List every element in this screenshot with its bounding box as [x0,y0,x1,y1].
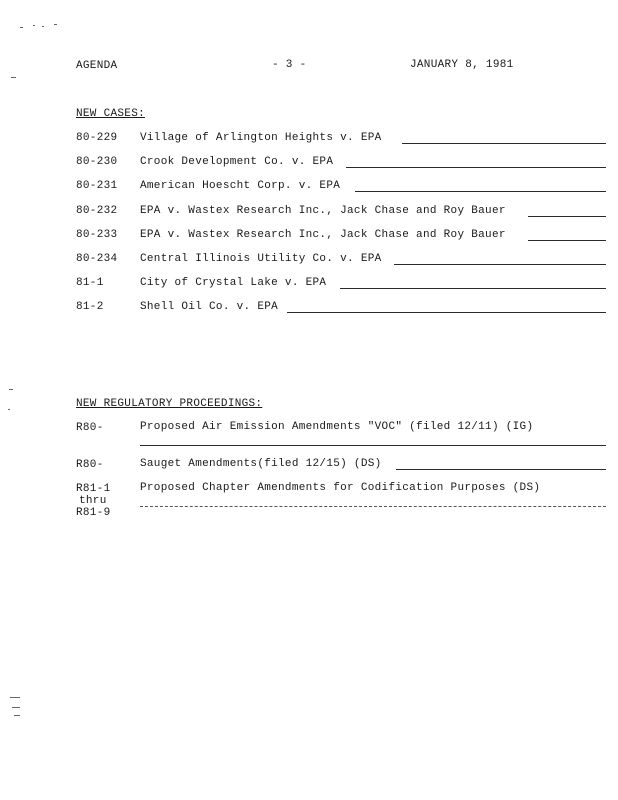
case-title: Crook Development Co. v. EPA [140,156,334,168]
signature-line [287,312,606,313]
signature-line [402,143,606,144]
scan-speck [54,24,57,25]
header-date: JANUARY 8, 1981 [410,59,514,71]
signature-line [346,167,606,168]
proceeding-number: R80- [76,422,104,434]
case-title: EPA v. Wastex Research Inc., Jack Chase and Roy Bauer [140,205,506,217]
case-number: 81-1 [76,277,104,289]
signature-line [140,506,606,507]
scan-speck [8,409,10,410]
signature-line [340,288,606,289]
signature-line [355,191,606,192]
proceeding-number: R81-1 [76,483,111,495]
case-number: 80-232 [76,205,118,217]
scan-speck [9,389,13,390]
case-number: 80-233 [76,229,118,241]
signature-line [528,240,606,241]
proceeding-title: Proposed Chapter Amendments for Codification Purposes (DS) [140,482,541,494]
case-title: City of Crystal Lake v. EPA [140,277,327,289]
proceeding-number-end: R81-9 [76,507,111,519]
new-cases-heading: NEW CASES: [76,108,146,120]
signature-line [396,469,606,470]
case-title: EPA v. Wastex Research Inc., Jack Chase and Roy Bauer [140,229,506,241]
scan-speck [10,697,20,698]
case-title: Village of Arlington Heights v. EPA [140,132,382,144]
case-number: 80-234 [76,253,118,265]
case-number: 80-229 [76,132,118,144]
scan-speck [14,715,20,716]
proceeding-title: Sauget Amendments(filed 12/15) (DS) [140,458,382,470]
scan-speck [33,25,35,26]
signature-line [394,264,606,265]
signature-line [140,445,606,446]
header-agenda: AGENDA [76,60,118,72]
case-title: Shell Oil Co. v. EPA [140,301,279,313]
scan-speck [20,27,23,28]
case-number: 80-231 [76,180,118,192]
header-page-number: - 3 - [272,59,307,71]
case-number: 80-230 [76,156,118,168]
signature-line [528,216,606,217]
regulatory-heading: NEW REGULATORY PROCEEDINGS: [76,398,263,410]
scan-speck [42,26,44,27]
proceeding-number-thru: thru [79,495,107,507]
case-number: 81-2 [76,301,104,313]
proceeding-title: Proposed Air Emission Amendments "VOC" (filed 12/11) (IG) [140,421,534,433]
proceeding-number: R80- [76,459,104,471]
scan-speck [11,77,16,78]
case-title: Central Illinois Utility Co. v. EPA [140,253,382,265]
case-title: American Hoescht Corp. v. EPA [140,180,341,192]
scan-speck [12,707,20,708]
